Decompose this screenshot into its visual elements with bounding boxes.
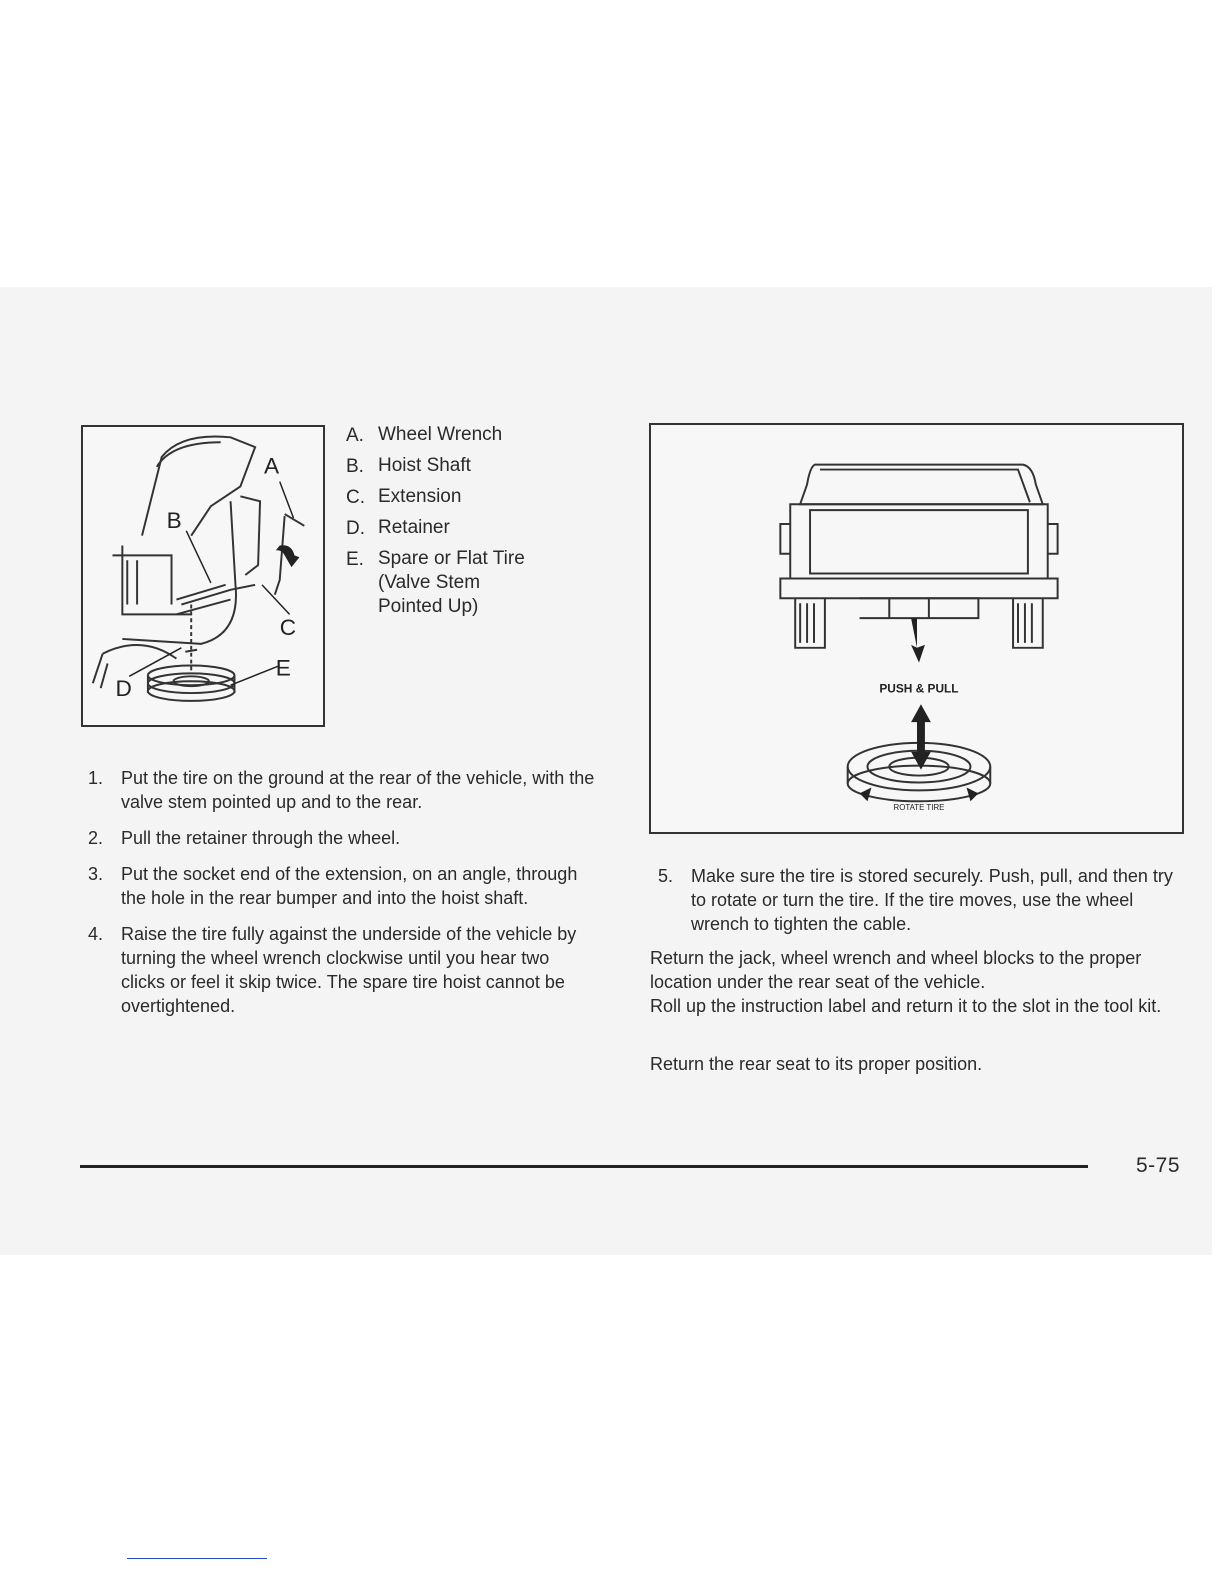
legend-text: Spare or Flat Tire (Valve Stem Pointed Up) [378, 548, 525, 617]
footer-rule [80, 1165, 1088, 1168]
legend-key: B. [346, 456, 364, 477]
step-text: Put the socket end of the extension, on an angle, through the hole in the rear bumper and into the hoist shaft. [121, 864, 578, 908]
legend-key: A. [346, 425, 364, 446]
rotate-tire-label: ROTATE TIRE [893, 803, 945, 813]
legend-text: Wheel Wrench [378, 424, 503, 445]
legend-key: D. [346, 518, 365, 539]
step-number: 4. [88, 924, 104, 944]
steps-list-right [658, 864, 1178, 948]
step-text: Make sure the tire is stored securely. Push, pull, and then try to rotate or turn the tire. If the tire moves, use the wheel wrench to tighten the cable. [691, 866, 1173, 934]
legend-text: Extension [378, 486, 462, 507]
legend-text: Retainer [378, 517, 450, 538]
label-a: A [263, 453, 280, 479]
hoist-diagram [83, 427, 323, 725]
legend-key: E. [346, 549, 364, 570]
legend-text: Hoist Shaft [378, 455, 471, 476]
step-item [658, 864, 1178, 936]
bottom-link-underline [127, 1558, 267, 1559]
legend-item [346, 482, 616, 513]
steps-list-left [88, 766, 628, 1030]
step-item [88, 826, 628, 850]
legend-key: C. [346, 487, 365, 508]
step-number: 3. [88, 864, 104, 884]
step-number: 5. [658, 866, 674, 886]
step-text: Pull the retainer through the wheel. [121, 828, 401, 848]
label-e: E [275, 655, 291, 681]
step-text: Put the tire on the ground at the rear of the vehicle, with the valve stem pointed up and to the rear. [121, 768, 595, 812]
label-c: C [279, 615, 297, 641]
legend-item [346, 544, 616, 619]
push-pull-label: PUSH & PULL [879, 681, 959, 696]
step-number: 1. [88, 768, 104, 788]
page-number: 5-75 [1136, 1154, 1181, 1177]
step-number: 2. [88, 828, 104, 848]
figure-legend [346, 420, 616, 619]
legend-item [346, 420, 616, 451]
step-item [88, 862, 628, 910]
truck-rear-diagram [651, 425, 1182, 832]
step-item [88, 922, 628, 1018]
legend-item [346, 513, 616, 544]
legend-item [346, 451, 616, 482]
return-tools-paragraph: Return the jack, wheel wrench and wheel blocks to the proper location under the rear seat of the vehicle. [650, 948, 1142, 992]
step-item [88, 766, 628, 814]
step-text: Raise the tire fully against the underside of the vehicle by turning the wheel wrench clockwise until you hear two clicks or feel it skip twice. The spare tire hoist cannot be overtightened. [121, 924, 577, 1016]
spare-tire-hoist-illustration [81, 425, 325, 727]
roll-label-paragraph: Roll up the instruction label and return it to the slot in the tool kit. [650, 996, 1162, 1016]
tire-storage-illustration [649, 423, 1184, 834]
label-d: D [115, 676, 132, 701]
return-seat-paragraph: Return the rear seat to its proper position. [650, 1054, 983, 1074]
label-b: B [166, 507, 182, 533]
